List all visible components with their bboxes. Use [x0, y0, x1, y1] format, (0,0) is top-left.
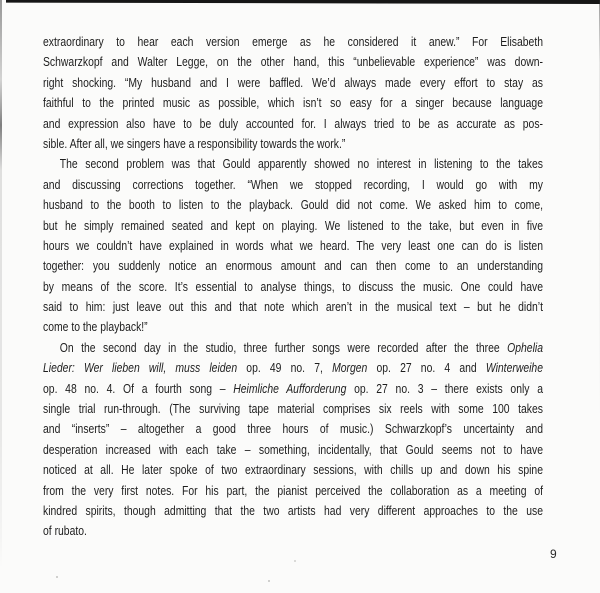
italic-text-segment: Ophelia — [507, 339, 543, 355]
paragraph — [43, 154, 543, 338]
scan-speck — [56, 576, 58, 578]
text-line — [43, 399, 543, 419]
text-line — [43, 358, 543, 378]
text-segment: noticed at all. He later spoke of two extraordinary sessions, with chills up and down his spine — [43, 462, 543, 478]
text-segment: extraordinary to hear each version emerge as he considered it anew.” For Elisabeth — [43, 34, 543, 49]
italic-text-segment: Morgen — [332, 360, 368, 376]
text-line — [43, 134, 543, 154]
text-line — [43, 338, 543, 358]
text-segment: sible. After all, we singers have a responsibility towards the work.” — [43, 135, 346, 151]
italic-text-segment: Winterweihe — [485, 360, 543, 376]
italic-text-segment: Lieder: Wer lieben will, muss leiden — [43, 360, 238, 376]
scan-speck — [294, 560, 296, 562]
paragraph — [43, 338, 543, 542]
paragraph — [43, 32, 543, 154]
text-line — [43, 32, 543, 52]
text-line — [43, 114, 543, 134]
text-segment: and expression also have to be duly accounted for. I always tried to be as accurate as pos- — [43, 115, 543, 131]
text-line — [43, 419, 543, 439]
text-line — [43, 93, 543, 113]
text-segment: op. 48 no. 4. Of a fourth song – — [43, 380, 234, 396]
text-segment: by means of the score. It’s essential to analyse things, to discuss the music. One could have — [43, 278, 543, 294]
text-segment: but he simply remained seated and kept on playing. We listened to the take, but even in five — [43, 217, 543, 233]
italic-text-segment: Heimliche Aufforderung — [233, 380, 347, 396]
scan-speck — [268, 580, 270, 582]
text-segment: faithful to the printed music as possible, which isn’t so easy for a singer because language — [43, 95, 543, 111]
text-segment: single trial run-through. (The surviving tape material comprises six reels with some 100 takes — [43, 401, 543, 417]
scan-edge-top — [6, 0, 600, 4]
text-segment: The second problem was that Gould apparently showed no interest in listening to the takes — [59, 156, 544, 172]
text-segment: On the second day in the studio, three further songs were recorded after the three — [59, 339, 508, 355]
text-line — [43, 277, 543, 297]
body-text — [43, 32, 543, 542]
text-line — [43, 256, 543, 276]
text-segment: together: you suddenly notice an enormous amount and can then come to an understanding — [43, 258, 543, 274]
text-line — [43, 297, 543, 317]
text-segment: husband to the booth to listen to the playback. Gould did not come. We asked him to come, — [43, 197, 543, 213]
text-segment: from the very first notes. For his part, the pianist perceived the collaboration as a meeting of — [43, 482, 543, 498]
text-segment: op. 49 no. 7, — [237, 360, 333, 376]
text-line — [43, 52, 543, 72]
text-line — [43, 216, 543, 236]
text-line — [43, 460, 543, 480]
text-segment: desperation increased with each take – something, incidentally, that Gould seems not to have — [43, 441, 543, 457]
text-segment: Schwarzkopf and Walter Legge, on the other hand, this “unbelievable experience” was down- — [43, 54, 543, 70]
text-segment: said to him: just leave out this and that note which aren’t in the musical text – but he didn’t — [43, 299, 543, 315]
text-segment: op. 27 no. 4 and — [367, 360, 486, 376]
text-line — [43, 521, 543, 541]
text-segment: hours we couldn’t have explained in words what we heard. The very least one can do is listen — [43, 237, 543, 253]
text-line — [43, 440, 543, 460]
text-line — [43, 379, 543, 399]
text-line — [43, 481, 543, 501]
text-segment: kindred spirits, though admitting that the two artists had very different approaches to the use — [43, 502, 543, 518]
text-segment: right shocking. “My husband and I were baffled. We’d always made every effort to stay as — [43, 74, 543, 90]
text-segment: of rubato. — [43, 523, 87, 539]
text-segment: and discussing corrections together. “When we stopped recording, I would go with my — [43, 176, 543, 192]
text-line — [43, 195, 543, 215]
text-line — [43, 73, 543, 93]
text-segment: and “inserts” – altogether a good three hours of music.) Schwarzkopf’s uncertainty and — [43, 421, 543, 437]
text-segment: op. 27 no. 3 – there exists only a — [346, 380, 543, 396]
text-line — [43, 317, 543, 337]
text-line — [43, 154, 543, 174]
scan-edge-left — [0, 0, 2, 568]
page-number: 9 — [550, 547, 557, 561]
text-line — [43, 236, 543, 256]
text-segment: come to the playback!” — [43, 319, 148, 335]
text-line — [43, 175, 543, 195]
text-line — [43, 501, 543, 521]
